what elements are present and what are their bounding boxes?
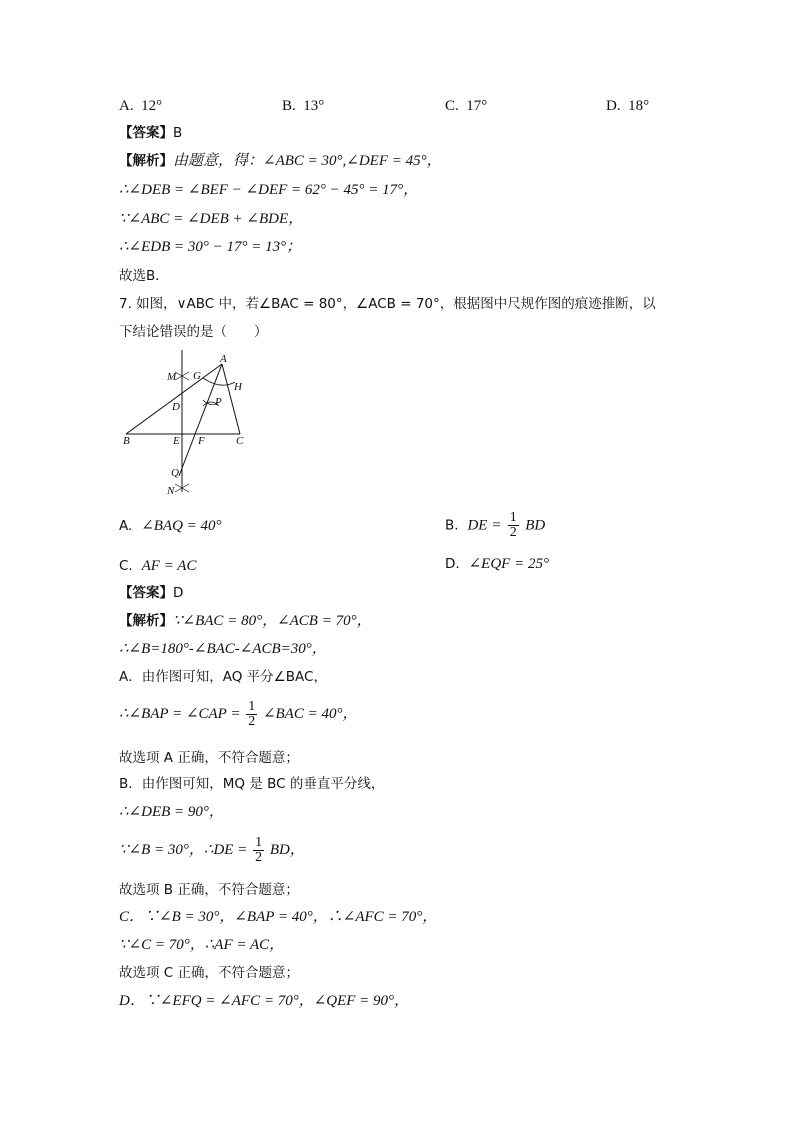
label-n: N: [167, 485, 175, 497]
q7-option-d: D. ∠EQF = 25°: [445, 556, 549, 572]
q7-line8-fraction: $\frac{1}{2}$: [255, 835, 263, 865]
q6-option-c: C. 17°: [445, 98, 488, 114]
q7-analysis-line-9: 故选项 B 正确，不符合题意；: [119, 882, 299, 898]
label-a: A: [220, 353, 227, 365]
triangle-construction-diagram: [115, 348, 265, 498]
q7-analysis-line-1: 【解析】∵∠BAC = 80°，∠ACB = 70°，: [119, 613, 372, 629]
q6-analysis-line-2: ∴∠DEB = ∠BEF − ∠DEF = 62° − 45° = 17°，: [119, 182, 419, 198]
q7-option-b-fraction: $\frac{1}{2}$: [509, 510, 517, 540]
label-f: F: [198, 435, 205, 447]
q7-line4-fraction: $\frac{1}{2}$: [248, 699, 256, 729]
label-g: G: [193, 370, 201, 382]
q7-analysis-line-3: A．由作图可知，AQ 平分∠BAC，: [119, 669, 327, 685]
q7-stem-line-2: 下结论错误的是（ ）: [119, 324, 268, 340]
q7-analysis-line-4: ∴∠BAP = ∠CAP = $\frac{1}{2}$ ∠BAC = 40°，: [119, 699, 358, 729]
q7-analysis-line-10: C．∵∠B = 30°，∠BAP = 40°，∴∠AFC = 70°，: [119, 909, 438, 925]
q7-stem-line-1: 7. 如图，∨ABC 中，若∠BAC = 80°，∠ACB = 70°，根据图中尺规作图的痕迹推断，以: [119, 296, 656, 312]
q7-analysis-line-5: 故选项 A 正确，不符合题意；: [119, 750, 299, 766]
q6-option-d: D. 18°: [606, 98, 650, 114]
q7-analysis-line-6: B．由作图可知，MQ 是 BC 的垂直平分线，: [119, 776, 385, 792]
label-c: C: [236, 435, 244, 447]
q7-option-b: B. DE = $\frac{1}{2}$ BD: [445, 510, 546, 540]
q6-option-b: B. 13°: [282, 98, 325, 114]
label-b: B: [123, 435, 130, 447]
label-d: D: [172, 401, 180, 413]
label-e: E: [173, 435, 180, 447]
q7-option-c: C. AF = AC: [119, 558, 197, 574]
q6-analysis-line-1: 【解析】由题意，得：∠ABC = 30°,∠DEF = 45°，: [119, 153, 442, 169]
q6-analysis-line-4: ∴∠EDB = 30° − 17° = 13°；: [119, 239, 302, 255]
q7-analysis-line-2: ∴∠B=180°-∠BAC-∠ACB=30°，: [119, 641, 327, 657]
label-h: H: [234, 381, 242, 393]
q6-answer: 【答案】B: [119, 125, 183, 141]
q7-option-a: A. ∠BAQ = 40°: [119, 518, 222, 534]
q7-analysis-line-7: ∴∠DEB = 90°，: [119, 804, 224, 820]
q6-option-a: A. 12°: [119, 98, 163, 114]
q7-analysis-line-11: ∵∠C = 70°，∴AF = AC，: [119, 937, 285, 953]
q7-analysis-line-12: 故选项 C 正确，不符合题意；: [119, 965, 300, 981]
q6-conclusion: 故选B．: [119, 268, 169, 284]
label-q: Q: [171, 467, 179, 479]
q6-analysis-line-3: ∵∠ABC = ∠DEB + ∠BDE，: [119, 211, 304, 227]
label-p: P: [215, 396, 222, 408]
q7-answer: 【答案】D: [119, 585, 184, 601]
label-m: M: [167, 371, 177, 383]
q7-analysis-line-13: D．∵∠EFQ = ∠AFC = 70°，∠QEF = 90°，: [119, 993, 410, 1009]
q7-analysis-line-8: ∵∠B = 30°，∴DE = $\frac{1}{2}$ BD，: [119, 835, 305, 865]
